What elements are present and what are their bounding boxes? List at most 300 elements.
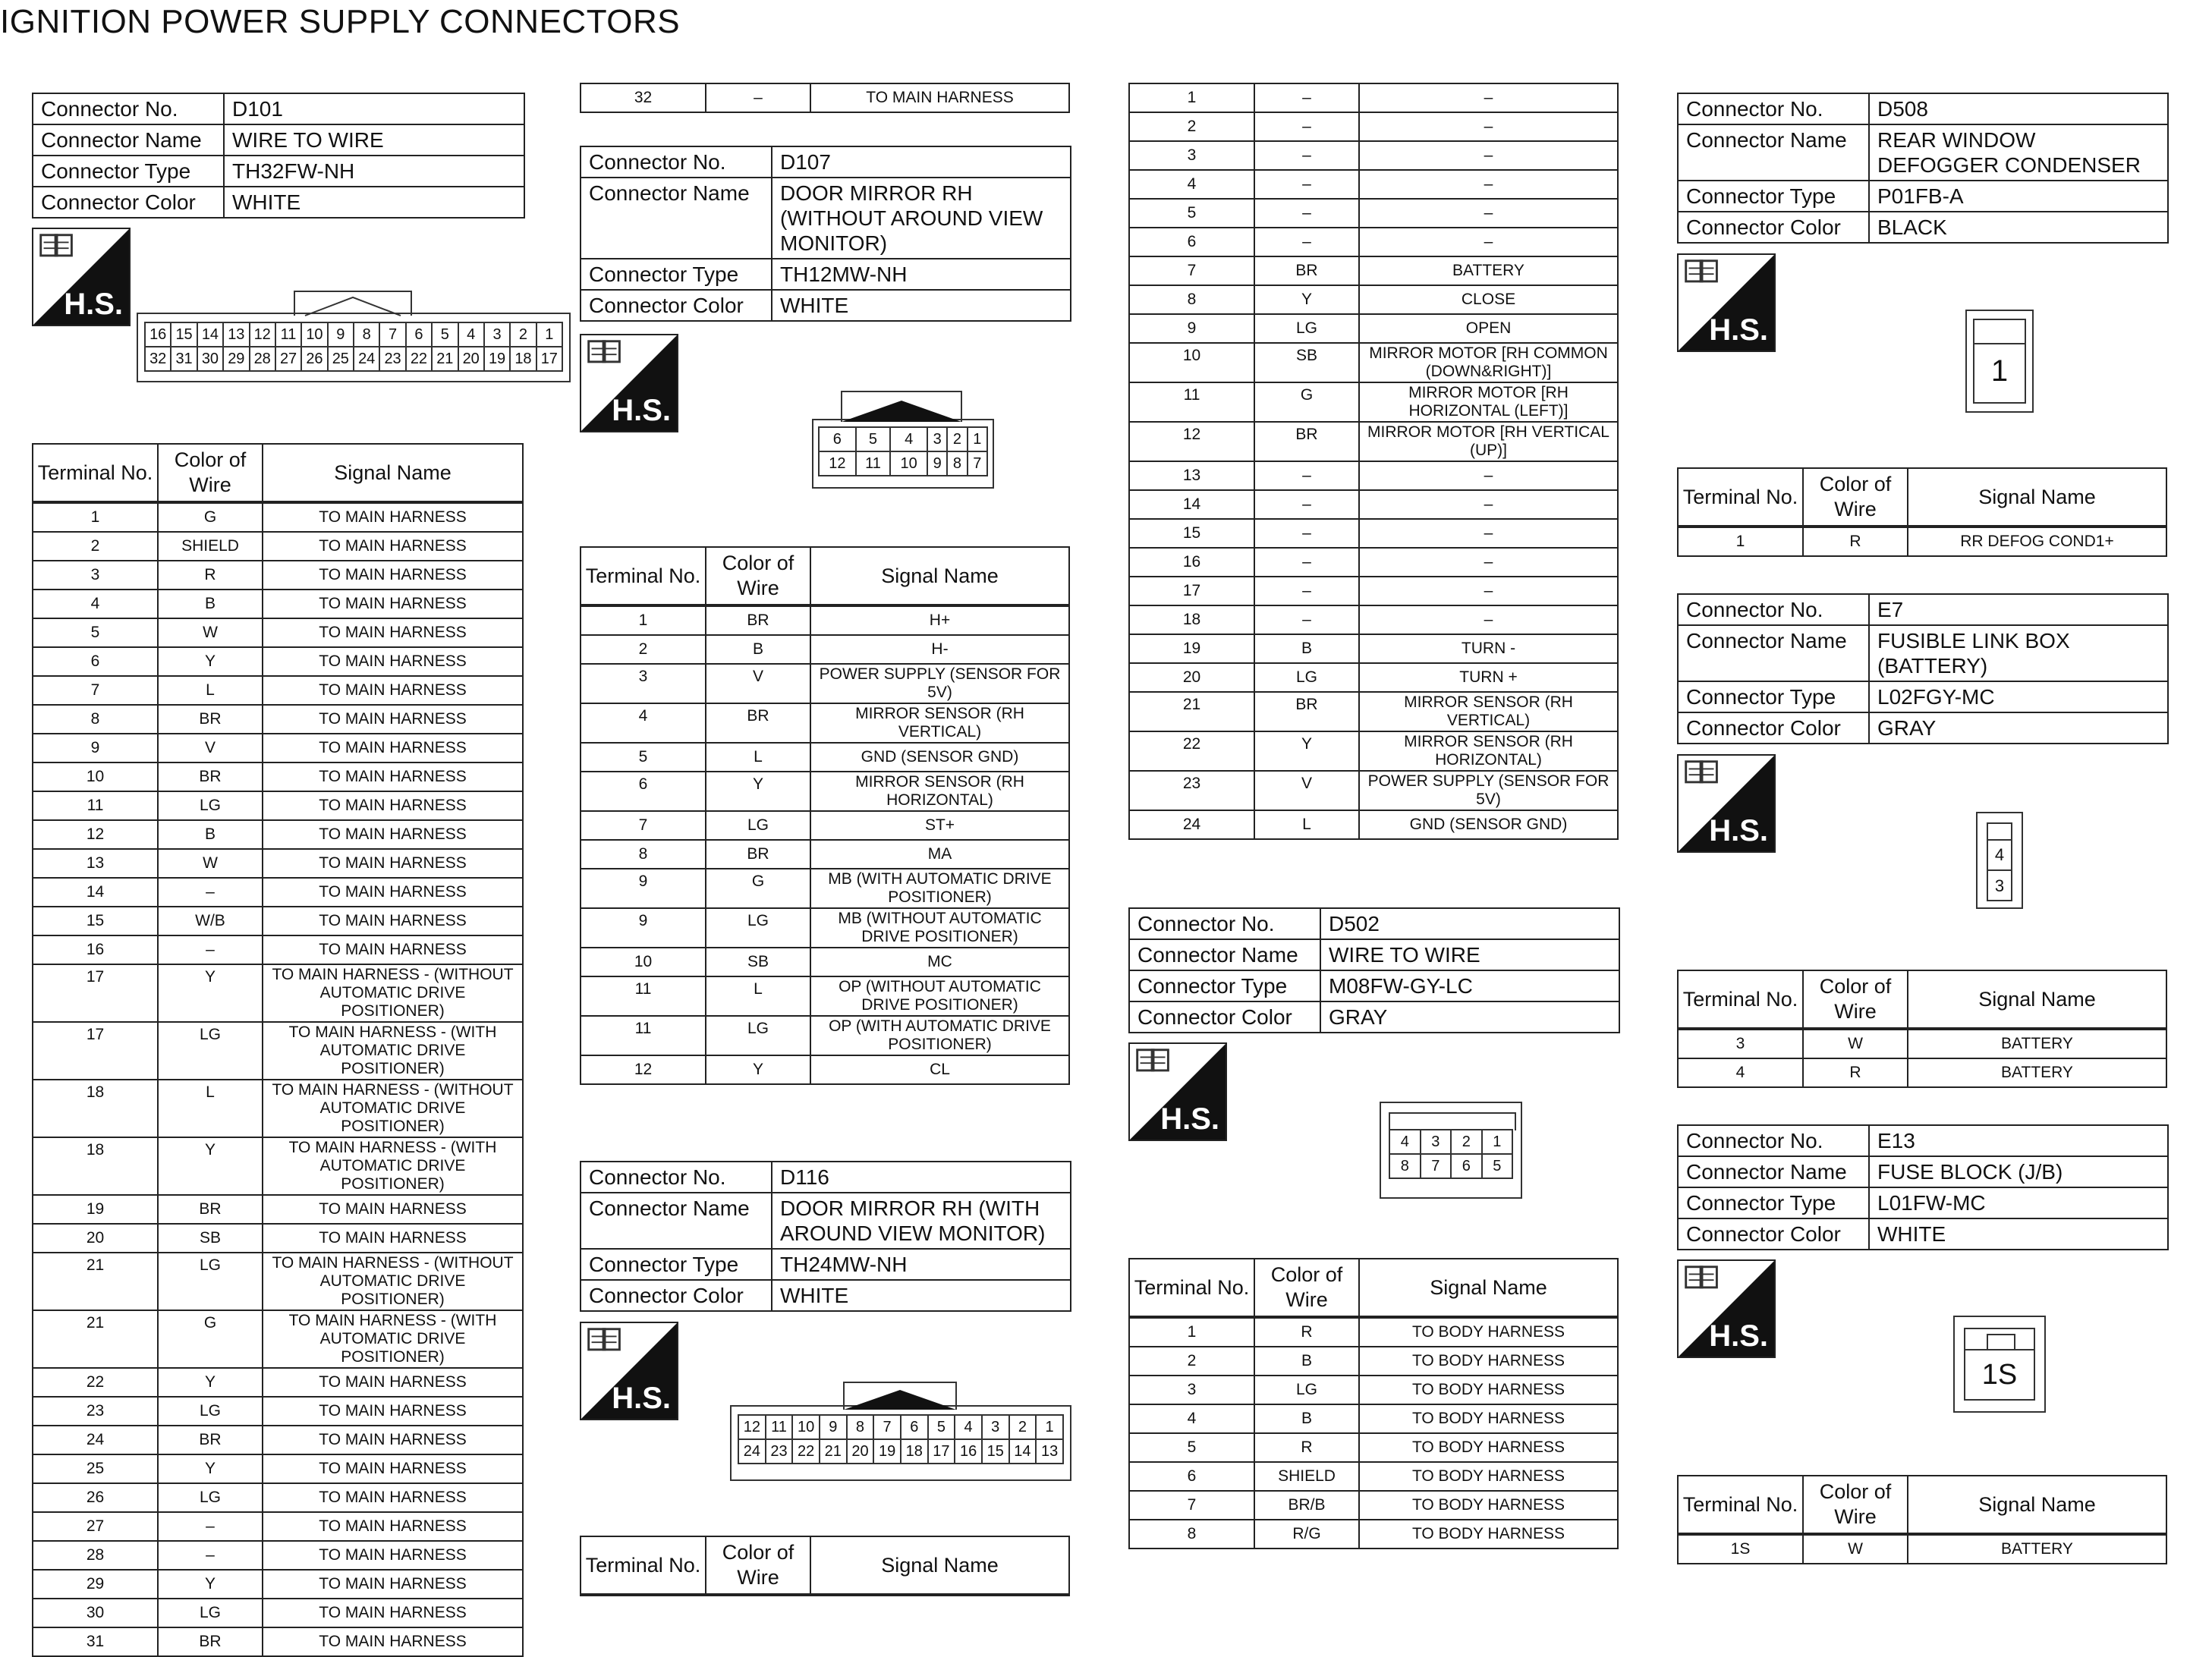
header-terminal-no: Terminal No. — [581, 547, 706, 605]
table-row — [33, 1137, 523, 1195]
connector-info-d502 — [1128, 907, 1620, 1033]
pin-row — [738, 1415, 1063, 1439]
signal-name: TO MAIN HARNESS — [263, 561, 523, 590]
table-row — [581, 908, 1069, 948]
label-connector-type: Connector Type — [33, 156, 224, 187]
pin-cell: 28 — [250, 347, 275, 371]
pin-cell: 18 — [901, 1439, 928, 1464]
label-connector-no: Connector No. — [33, 93, 224, 124]
connector-type-value: TH24MW-NH — [772, 1249, 1071, 1280]
pin-cell: 7 — [379, 322, 405, 347]
terminal-no: 17 — [33, 1022, 158, 1080]
pin-cell: 12 — [250, 322, 275, 347]
terminal-no: 12 — [581, 1055, 706, 1084]
terminal-no: 13 — [33, 849, 158, 878]
wire-color: – — [1254, 461, 1359, 490]
wire-color: – — [1254, 228, 1359, 256]
signal-name: BATTERY — [1908, 1534, 2166, 1564]
signal-name: – — [1359, 141, 1618, 170]
terminal-no: 4 — [1678, 1058, 1803, 1087]
wire-color: BR — [158, 1627, 263, 1656]
terminal-no: 2 — [33, 532, 158, 561]
wire-color: LG — [1254, 663, 1359, 692]
pin-cell: 7 — [1421, 1154, 1452, 1178]
wire-color: Y — [1254, 731, 1359, 771]
signal-name: TO MAIN HARNESS — [263, 1483, 523, 1512]
connector-info-d107 — [580, 146, 1071, 322]
wire-color: Y — [706, 1055, 810, 1084]
table-row — [1129, 112, 1618, 141]
table-row — [33, 1454, 523, 1483]
table-row — [33, 1310, 523, 1368]
signal-name: TO MAIN HARNESS — [263, 907, 523, 935]
wire-color: LG — [158, 1022, 263, 1080]
table-row — [581, 1055, 1069, 1084]
wire-color: B — [1254, 1347, 1359, 1376]
terminal-no: 9 — [581, 869, 706, 908]
pin-label: 3 — [1994, 876, 2005, 895]
connector-info-d116 — [580, 1161, 1071, 1312]
connector-face-e7 — [1976, 812, 2023, 909]
label-connector-name: Connector Name — [33, 124, 224, 156]
wire-color: LG — [706, 811, 810, 840]
table-row — [33, 1224, 523, 1253]
label-connector-no: Connector No. — [1129, 908, 1320, 939]
label-connector-name: Connector Name — [1678, 625, 1869, 681]
hs-icon — [1677, 253, 1776, 352]
terminal-no: 6 — [1129, 228, 1254, 256]
table-row — [33, 1195, 523, 1224]
signal-name: MA — [810, 840, 1069, 869]
signal-name: CLOSE — [1359, 285, 1618, 314]
pin-cell: 1 — [1482, 1130, 1513, 1154]
label-connector-type: Connector Type — [581, 1249, 772, 1280]
table-row — [1129, 605, 1618, 634]
terminal-no: 3 — [1129, 1376, 1254, 1404]
pin-cell: 9 — [927, 451, 947, 476]
table-row — [33, 561, 523, 590]
wire-color: – — [1254, 141, 1359, 170]
label-connector-no: Connector No. — [1678, 93, 1869, 124]
wire-color: LG — [706, 908, 810, 948]
signal-name: – — [1359, 83, 1618, 112]
header-color-of-wire: Color of Wire — [1254, 1259, 1359, 1317]
table-row — [581, 635, 1069, 664]
header-color-of-wire: Color of Wire — [1803, 468, 1908, 527]
table-row — [33, 791, 523, 820]
connector-color-value: WHITE — [1869, 1218, 2168, 1250]
terminal-no: 18 — [33, 1137, 158, 1195]
signal-name: TO MAIN HARNESS — [263, 1426, 523, 1454]
terminal-no: 11 — [33, 791, 158, 820]
signal-name: – — [1359, 228, 1618, 256]
table-row — [1129, 1347, 1618, 1376]
page-title: IGNITION POWER SUPPLY CONNECTORS — [0, 3, 681, 40]
pin-grid-d116 — [738, 1414, 1064, 1464]
signal-name: – — [1359, 577, 1618, 605]
pin-label: 4 — [1988, 841, 2011, 871]
pin-cell: 8 — [847, 1415, 874, 1439]
signal-name: TO MAIN HARNESS — [263, 1224, 523, 1253]
connector-info-e7 — [1677, 593, 2169, 744]
connector-color-value: WHITE — [772, 1280, 1071, 1311]
table-row — [581, 840, 1069, 869]
signal-name: TO BODY HARNESS — [1359, 1462, 1618, 1491]
table-row — [33, 1541, 523, 1570]
signal-name: – — [1359, 170, 1618, 199]
pin-cell: 32 — [145, 347, 171, 371]
signal-name: H- — [810, 635, 1069, 664]
connector-no-value: D101 — [224, 93, 524, 124]
signal-name: TO MAIN HARNESS — [263, 502, 523, 532]
table-row — [1129, 1462, 1618, 1491]
terminal-no: 21 — [1129, 692, 1254, 731]
terminal-no: 13 — [1129, 461, 1254, 490]
connector-name-value: FUSIBLE LINK BOX (BATTERY) — [1869, 625, 2168, 681]
wire-color: SB — [706, 948, 810, 976]
signal-name: TO MAIN HARNESS — [263, 618, 523, 647]
signal-name: – — [1359, 199, 1618, 228]
wire-color: BR — [706, 605, 810, 635]
terminal-table-d101 — [32, 443, 524, 1657]
header-signal-name: Signal Name — [810, 1536, 1069, 1595]
wire-color: LG — [158, 1483, 263, 1512]
wire-color: BR — [706, 840, 810, 869]
pin-cell: 13 — [223, 322, 249, 347]
terminal-no: 17 — [1129, 577, 1254, 605]
terminal-no: 1 — [1129, 1317, 1254, 1347]
table-row — [33, 1483, 523, 1512]
wire-color: SHIELD — [158, 532, 263, 561]
signal-name: TO MAIN HARNESS — [263, 590, 523, 618]
table-row — [1129, 83, 1618, 112]
terminal-no: 12 — [33, 820, 158, 849]
label-connector-type: Connector Type — [1678, 1187, 1869, 1218]
terminal-no: 18 — [1129, 605, 1254, 634]
terminal-table-d502 — [1128, 1258, 1619, 1549]
terminal-no: 9 — [1129, 314, 1254, 343]
connector-no-value: D107 — [772, 146, 1071, 178]
pin-cell: 23 — [379, 347, 405, 371]
terminal-no: 12 — [1129, 422, 1254, 461]
table-row — [1129, 285, 1618, 314]
terminal-no: 2 — [1129, 1347, 1254, 1376]
label-connector-no: Connector No. — [1678, 1125, 1869, 1156]
table-row — [1129, 1404, 1618, 1433]
hs-icon — [580, 1322, 678, 1420]
table-header-row — [1678, 1476, 2166, 1534]
wire-color: Y — [158, 647, 263, 676]
label-connector-color: Connector Color — [1678, 712, 1869, 744]
table-header-row — [1678, 970, 2166, 1029]
hs-icon — [1677, 1259, 1776, 1358]
connector-name-value: REAR WINDOW DEFOGGER CONDENSER — [1869, 124, 2168, 181]
table-row — [33, 618, 523, 647]
wire-color: SB — [1254, 343, 1359, 382]
wire-color: SB — [158, 1224, 263, 1253]
table-row — [581, 743, 1069, 772]
signal-name: – — [1359, 461, 1618, 490]
pin-cell: 4 — [955, 1415, 982, 1439]
label-connector-type: Connector Type — [1678, 181, 1869, 212]
pin-cell: 2 — [947, 427, 967, 451]
wire-color: Y — [158, 1137, 263, 1195]
header-signal-name: Signal Name — [263, 444, 523, 502]
signal-name: OPEN — [1359, 314, 1618, 343]
signal-name: TO BODY HARNESS — [1359, 1347, 1618, 1376]
terminal-no: 3 — [581, 664, 706, 703]
wire-color: LG — [158, 1397, 263, 1426]
table-row — [581, 811, 1069, 840]
terminal-no: 1S — [1678, 1534, 1803, 1564]
signal-name: TO MAIN HARNESS - (WITHOUT AUTOMATIC DRIVE POSITIONER) — [263, 964, 523, 1022]
terminal-no: 14 — [33, 878, 158, 907]
hs-label: H.S. — [612, 1382, 671, 1415]
terminal-no: 23 — [1129, 771, 1254, 810]
wire-color: R — [1254, 1317, 1359, 1347]
hs-label: H.S. — [1160, 1102, 1219, 1136]
terminal-no: 5 — [581, 743, 706, 772]
table-row — [1129, 141, 1618, 170]
signal-name: – — [1359, 548, 1618, 577]
wire-color: G — [158, 502, 263, 532]
wire-color: BR — [706, 703, 810, 743]
wire-color: Y — [706, 772, 810, 811]
table-row — [581, 869, 1069, 908]
pin-cell: 20 — [458, 347, 484, 371]
wire-color: – — [1254, 577, 1359, 605]
pin-row — [145, 322, 562, 347]
pin-cell: 2 — [510, 322, 536, 347]
wire-color: BR — [1254, 422, 1359, 461]
pin-cell: 7 — [873, 1415, 901, 1439]
pin-cell: 10 — [301, 322, 327, 347]
signal-name: TO MAIN HARNESS — [263, 878, 523, 907]
terminal-no: 26 — [33, 1483, 158, 1512]
terminal-no: 4 — [33, 590, 158, 618]
pin-grid-d502 — [1389, 1129, 1513, 1179]
terminal-table-d107 — [580, 546, 1070, 1085]
hs-label: H.S. — [1709, 1319, 1768, 1353]
wire-color: Y — [158, 964, 263, 1022]
signal-name: TURN - — [1359, 634, 1618, 663]
wire-color: B — [1254, 1404, 1359, 1433]
table-row — [581, 83, 1069, 112]
wire-color: – — [1254, 605, 1359, 634]
signal-name: TURN + — [1359, 663, 1618, 692]
header-terminal-no: Terminal No. — [1678, 1476, 1803, 1534]
wire-color: Y — [158, 1368, 263, 1397]
table-row — [1129, 663, 1618, 692]
table-row — [1129, 256, 1618, 285]
terminal-no: 3 — [1678, 1029, 1803, 1058]
signal-name: TO MAIN HARNESS — [263, 1454, 523, 1483]
table-row — [1129, 382, 1618, 422]
wire-color: – — [706, 83, 810, 112]
terminal-no: 11 — [581, 976, 706, 1016]
signal-name: TO MAIN HARNESS — [263, 647, 523, 676]
wire-color: V — [158, 734, 263, 762]
label-connector-name: Connector Name — [581, 178, 772, 259]
terminal-no: 27 — [33, 1512, 158, 1541]
terminal-no: 14 — [1129, 490, 1254, 519]
pin-cell: 5 — [856, 427, 891, 451]
connector-name-value: WIRE TO WIRE — [1320, 939, 1619, 970]
table-row — [1129, 692, 1618, 731]
table-row — [33, 676, 523, 705]
terminal-no: 6 — [581, 772, 706, 811]
pin-cell: 6 — [819, 427, 856, 451]
label-connector-no: Connector No. — [581, 1162, 772, 1193]
wire-color: LG — [158, 1253, 263, 1310]
table-row — [1129, 771, 1618, 810]
pin-cell: 3 — [484, 322, 510, 347]
pin-cell: 22 — [792, 1439, 820, 1464]
table-row — [33, 849, 523, 878]
pin-cell: 17 — [536, 347, 562, 371]
wire-color: B — [158, 820, 263, 849]
terminal-no: 18 — [33, 1080, 158, 1137]
pin-row — [819, 427, 987, 451]
pin-cell: 13 — [1036, 1439, 1063, 1464]
wire-color: BR — [158, 1426, 263, 1454]
table-row — [33, 502, 523, 532]
table-row — [581, 664, 1069, 703]
terminal-no: 24 — [33, 1426, 158, 1454]
wire-color: SHIELD — [1254, 1462, 1359, 1491]
terminal-no: 1 — [581, 605, 706, 635]
pin-cell: 6 — [1451, 1154, 1482, 1178]
terminal-no: 21 — [33, 1310, 158, 1368]
terminal-no: 19 — [33, 1195, 158, 1224]
terminal-table-d116 — [1128, 83, 1619, 840]
table-row — [33, 1599, 523, 1627]
connector-no-value: D502 — [1320, 908, 1619, 939]
wire-color: V — [1254, 771, 1359, 810]
signal-name: RR DEFOG COND1+ — [1908, 527, 2166, 556]
terminal-no: 1 — [1678, 527, 1803, 556]
connector-name-value: DOOR MIRROR RH (WITHOUT AROUND VIEW MONITOR) — [772, 178, 1071, 259]
terminal-no: 1 — [33, 502, 158, 532]
wire-color: W — [158, 618, 263, 647]
wire-color: W — [1803, 1029, 1908, 1058]
table-row — [1129, 422, 1618, 461]
table-row — [33, 820, 523, 849]
terminal-no: 32 — [581, 83, 706, 112]
signal-name: GND (SENSOR GND) — [810, 743, 1069, 772]
pin-cell: 14 — [197, 322, 223, 347]
table-row — [33, 1627, 523, 1656]
signal-name: BATTERY — [1908, 1058, 2166, 1087]
terminal-no: 9 — [581, 908, 706, 948]
pin-cell: 4 — [458, 322, 484, 347]
table-row — [1129, 1376, 1618, 1404]
wire-color: LG — [706, 1016, 810, 1055]
table-row — [33, 935, 523, 964]
table-row — [1129, 461, 1618, 490]
pin-row — [738, 1439, 1063, 1464]
pin-label: 1S — [1981, 1359, 2018, 1391]
signal-name: MIRROR SENSOR (RH HORIZONTAL) — [810, 772, 1069, 811]
table-row — [1678, 1058, 2166, 1087]
terminal-no: 10 — [33, 762, 158, 791]
pin-cell: 4 — [890, 427, 927, 451]
connector-color-value: GRAY — [1869, 712, 2168, 744]
wire-color: – — [1254, 490, 1359, 519]
connector-type-value: M08FW-GY-LC — [1320, 970, 1619, 1001]
signal-name: POWER SUPPLY (SENSOR FOR 5V) — [810, 664, 1069, 703]
table-row — [1129, 1317, 1618, 1347]
table-row — [1129, 1520, 1618, 1549]
terminal-no: 2 — [581, 635, 706, 664]
label-connector-color: Connector Color — [33, 187, 224, 218]
terminal-no: 4 — [1129, 1404, 1254, 1433]
header-color-of-wire: Color of Wire — [1803, 1476, 1908, 1534]
hs-icon — [580, 334, 678, 432]
pin-cell: 15 — [982, 1439, 1009, 1464]
pin-cell: 21 — [432, 347, 458, 371]
pin-cell: 19 — [873, 1439, 901, 1464]
table-row — [1129, 314, 1618, 343]
terminal-no: 8 — [581, 840, 706, 869]
terminal-table-d508 — [1677, 467, 2167, 557]
pin-cell: 17 — [928, 1439, 955, 1464]
connector-color-value: GRAY — [1320, 1001, 1619, 1033]
signal-name: H+ — [810, 605, 1069, 635]
signal-name: BATTERY — [1908, 1029, 2166, 1058]
signal-name: TO MAIN HARNESS — [263, 1195, 523, 1224]
table-row — [33, 1022, 523, 1080]
terminal-no: 23 — [33, 1397, 158, 1426]
signal-name: TO MAIN HARNESS — [263, 734, 523, 762]
table-row — [33, 1253, 523, 1310]
terminal-no: 2 — [1129, 112, 1254, 141]
wire-color: LG — [158, 791, 263, 820]
wire-color: R — [1803, 1058, 1908, 1087]
terminal-no: 15 — [33, 907, 158, 935]
wire-color: BR — [1254, 692, 1359, 731]
table-row — [1129, 577, 1618, 605]
signal-name: – — [1359, 605, 1618, 634]
signal-name: TO MAIN HARNESS — [810, 83, 1069, 112]
terminal-no: 5 — [1129, 199, 1254, 228]
connector-color-value: WHITE — [772, 290, 1071, 321]
wire-color: G — [706, 869, 810, 908]
wire-color: Y — [1254, 285, 1359, 314]
table-row — [33, 1426, 523, 1454]
connector-name-value: FUSE BLOCK (J/B) — [1869, 1156, 2168, 1187]
wire-color: – — [158, 935, 263, 964]
pin-cell: 27 — [275, 347, 301, 371]
table-row — [33, 734, 523, 762]
wire-color: B — [706, 635, 810, 664]
wire-color: W — [158, 849, 263, 878]
table-header-row — [581, 547, 1069, 605]
terminal-no: 28 — [33, 1541, 158, 1570]
terminal-no: 31 — [33, 1627, 158, 1656]
connector-name-value: WIRE TO WIRE — [224, 124, 524, 156]
terminal-no: 15 — [1129, 519, 1254, 548]
signal-name: TO MAIN HARNESS — [263, 676, 523, 705]
terminal-no: 20 — [33, 1224, 158, 1253]
wire-color: B — [1254, 634, 1359, 663]
signal-name: TO BODY HARNESS — [1359, 1520, 1618, 1549]
connector-no-value: E13 — [1869, 1125, 2168, 1156]
wire-color: R — [1254, 1433, 1359, 1462]
pin-cell: 16 — [955, 1439, 982, 1464]
connector-color-value: BLACK — [1869, 212, 2168, 243]
table-row — [33, 1570, 523, 1599]
